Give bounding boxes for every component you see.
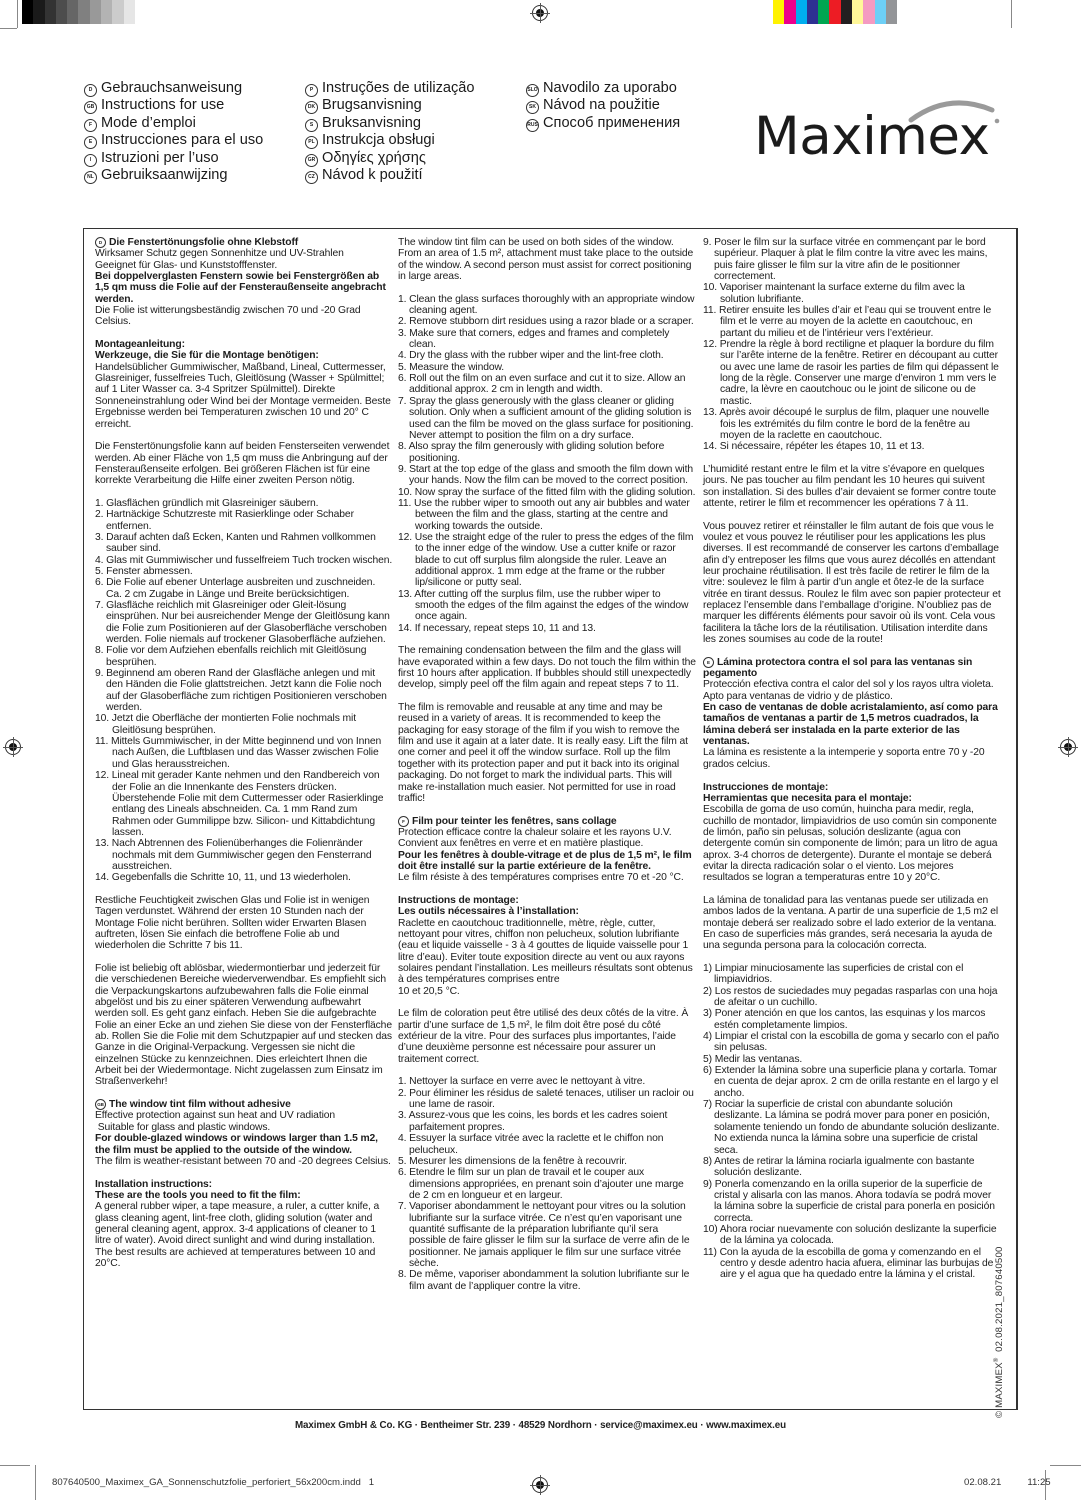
color-swatch	[67, 0, 78, 24]
language-badge-icon: D	[95, 237, 106, 248]
step-item: 4. Essuyer la surface vitrée avec la raclette et le chiffon non pelucheux.	[398, 1133, 664, 1156]
step-item: 6) Extender la lámina sobre una superficie plana y cortarla. Tomar en cuenta de dejar aprox. 2 cm de orilla restante en el largo y el ancho.	[703, 1065, 999, 1099]
language-badge-icon: F	[398, 816, 409, 827]
crop-mark	[1011, 0, 1012, 28]
language-badge-icon: DK	[305, 101, 318, 114]
language-badge-icon: GR	[305, 154, 318, 167]
de-mont-title: Montageanleitung:	[95, 339, 185, 351]
step-item: 10. Now spray the surface of the fitted film with the gliding solution.	[398, 486, 696, 498]
es-intro-2: Apto para ventanas de vidrio y de plástico.	[703, 690, 893, 702]
en-intro-1: Effective protection against sun heat and UV radiation	[95, 1110, 336, 1122]
step-item: 10. Jetzt die Oberfläche der montierten Folie nochmals mit Gleitlösung besprühen.	[95, 713, 356, 736]
section-title-en: GB The window tint film without adhesive	[95, 1099, 393, 1110]
es-weather: La lámina es resistente a la intemperie y soporta entre 70 y -20 grados celcius.	[703, 747, 985, 770]
fr-tools-title: Les outils nécessaires à l’installation:	[398, 906, 579, 918]
color-swatch	[45, 0, 56, 24]
language-label: Návod na použitie	[543, 97, 660, 114]
crop-mark	[0, 1465, 30, 1466]
step-item: 9. Start at the top edge of the glass and smooth the film down with your hands. Now the film can be moved to the correct position.	[398, 463, 693, 487]
step-item: 12. Prendre la règle à bord rectiligne et plaquer la bordure du film sur l’arête interne de la fenêtre. Retirer en découpant au cutter ou avec une lame de rasoir les parties de film qui dépassent le long de la règle. Conserver une marge d’environ 1 mm vers le cadre, la lèvre en caoutchouc ou le joint de silicone ou de mastic.	[703, 339, 999, 407]
language-item	[84, 150, 263, 167]
step-item: 10) Ahora rociar nuevamente con solución deslizante la superficie de la lámina ya colocada.	[703, 1223, 997, 1247]
step-item: 2) Los restos de suciedades muy pegadas rasparlas con una hoja de afeitar o un cuchillo.	[703, 985, 998, 1009]
step-item: 13. Nach Abtrennen des Folienüberhanges die Folienränder nochmals mit dem Gummiwischer gegen den Fensterrand ausstreichen.	[95, 838, 372, 872]
language-badge-icon: GB	[95, 1099, 106, 1110]
en-tools: A general rubber wiper, a tape measure, a ruler, a cutter knife, a glass cleaning agent, lint-free cloth, gliding solution (water and general cleaning agent, approx. 3-4 applications of cleaner to 1 litre of water). Avoid direct sunlight and wind during installation. The best results are achieved at temperatures between 10 and 20°C.	[95, 1201, 380, 1269]
registration-mark-icon	[1060, 739, 1076, 755]
language-label: Mode d’emploi	[101, 114, 196, 131]
crop-mark	[17, 0, 18, 28]
de-intro-2: Geeignet für Glas- und Kunststofffenster.	[95, 259, 278, 271]
step-item: 8) Antes de retirar la lámina rociarla igualmente con bastante solución deslizante.	[703, 1155, 975, 1179]
language-badge-icon: P	[305, 84, 318, 97]
step-item: 2. Pour éliminer les résidus de saleté tenaces, utiliser un racloir ou une lame de rasoir.	[398, 1087, 694, 1111]
en-tools-title: These are the tools you need to fit the film:	[95, 1189, 301, 1201]
es-tools: Escobilla de goma de uso común, huincha para medir, regla, cuchillo de montador, limpiavidrios de uso común sin componente de limón, paño sin pelusas, solución deslizante (agua con detergente común sin componente de limón; para un litro de agua aprox. 3-4 chorros de detergente). Durante el montaje se deberá evitar la directa radicación solar o el viento. Los mejores resultados se logran a temperaturas entre 10 y 20°C.	[703, 804, 998, 884]
color-swatch	[124, 0, 135, 24]
step-item: 1. Clean the glass surfaces thoroughly with an appropriate window cleaning agent.	[398, 293, 695, 317]
language-list-2	[305, 80, 475, 184]
step-item: 13. Après avoir découpé le surplus de film, plaquer une nouvelle fois les extrémités du film contre le bord de la fenêtre au moyen de la raclette en caoutchouc.	[703, 407, 990, 441]
color-swatch	[56, 0, 67, 24]
step-item: 5. Fenster abmessen.	[95, 565, 193, 577]
language-badge-icon: RUS	[526, 119, 539, 132]
section-title-de: D Die Fenstertönungsfolie ohne Klebstoff	[95, 237, 393, 248]
print-slug-datetime: 02.08.21 11:25	[964, 1477, 1051, 1488]
en-sides: The window tint film can be used on both sides of the window. From an area of 1.5 m², attachment must take place to the outside of the window. A second person must assist for correct positioning in large areas.	[398, 237, 694, 283]
step-item: 6. Roll out the film on an even surface and cut it to size. Allow an additional approx. 2 cm in length and width.	[398, 373, 686, 396]
en-bold-note: For double-glazed windows or windows larger than 1.5 m2, the film must be applied to the outside of the window.	[95, 1133, 378, 1156]
step-item: 11. Retirer ensuite les bulles d’air et l’eau qui se trouvent entre le film et le verre au moyen de la aclette en caoutchouc, en partant du milieu et de l’intérieur vers l’extérieur.	[703, 305, 992, 339]
maximex-logo	[754, 96, 1004, 168]
color-swatch	[90, 0, 101, 24]
de-steps	[95, 498, 393, 884]
step-item: 5) Medir las ventanas.	[703, 1053, 803, 1065]
language-item	[305, 150, 475, 167]
language-label: Gebrauchsanweisung	[101, 80, 243, 96]
de-intro-1: Wirksamer Schutz gegen Sonnenhitze und UV-Strahlen	[95, 248, 344, 260]
language-item	[305, 167, 475, 184]
step-item: 5. Mesurer les dimensions de la fenêtre à recouvrir.	[398, 1155, 627, 1167]
language-label: Bruksanvisning	[322, 114, 421, 131]
language-label: Brugsanvisning	[322, 97, 422, 114]
color-swatch	[112, 0, 123, 24]
language-item	[526, 97, 680, 114]
step-item: 11. Use the rubber wiper to smooth out any air bubbles and water between the film and the glass, starting at the centre and working towards the outside.	[398, 497, 690, 532]
es-tools-title: Herramientas que necesita para el montaje:	[703, 792, 912, 804]
crop-mark	[35, 1465, 36, 1500]
language-item	[526, 115, 680, 132]
language-badge-icon: CZ	[305, 171, 318, 184]
language-badge-icon: I	[84, 154, 97, 167]
cmyk-color-bar	[773, 0, 897, 24]
step-item: 7. Spray the glass generously with the glass cleaner or gliding solution. Only when a sufficient amount of the gliding solution is used can the film be moved on the glass surface for positioning. Never attempt to position the film on a dry surface.	[398, 395, 694, 441]
step-item: 7) Rociar la superficie de cristal con abundante solución deslizante. La lámina se podrá mover para poner en posición, solamente teniendo un fondo de abundante solución deslizante. No extienda nunca la lámina sobre una superficie de cristal seca.	[703, 1099, 1000, 1156]
fr-sides: Le film de coloration peut être utilisé des deux côtés de la vitre. À partir d’une surface de 1,5 m², le film doit être posé du côté extérieur de la vitre. Pour des surfaces plus importantes, l’aide d’une deuxième personne est nécessaire pour assurer un traitement correct.	[398, 1008, 689, 1065]
language-label: Gebruiksaanwijzing	[101, 167, 228, 184]
crop-mark	[1050, 1465, 1081, 1466]
fr-tools-end: 10 et 20,5 °C.	[398, 985, 460, 997]
step-item: 13. After cutting off the surplus film, use the rubber wiper to smooth the edges of the film against the edges of the window once again.	[398, 588, 689, 623]
language-label: Návod k použití	[322, 167, 423, 184]
color-swatch	[818, 0, 829, 24]
color-swatch	[135, 0, 146, 24]
step-item: 12. Lineal mit gerader Kante nehmen und den Randbereich von der Folie an die Innenkante des Fensters drücken. Überstehende Folie mit dem Cuttermesser oder Rasierklinge entlang des Lineals abschneiden. Ca. 1 mm Rand zum Rahmen oder Gummilippe bzw. Silicon- und Kittabdichtung lassen.	[95, 770, 384, 838]
color-swatch	[863, 0, 874, 24]
step-item: 14. Gegebenfalls die Schritte 10, 11, und 13 wiederholen.	[95, 872, 351, 884]
fr-moisture: L’humidité restant entre le film et la vitre s’évapore en quelques jours. Ne pas toucher au film pendant les 10 heures qui suivent son installation. Si des bulles d’air devaient se former contre toute attente, retirer le film et recommencer les opérations 7 à 11.	[703, 463, 997, 509]
language-label: Istruzioni per l’uso	[101, 149, 219, 166]
en-reuse: The film is removable and reusable at any time and may be reused in a variety of areas. It is recommended to keep the packaging for easy storage of the film if you wish to remove the film and use it again at a later date. It is really easy. Lift the film at one corner and peel it off the window surface. Roll up the film together with its protection paper and put it back into its original packaging. Do not forget to mark the individual parts. This will make re-installation much easier. Not permitted for use in road traffic!	[398, 702, 688, 804]
color-swatch	[841, 0, 852, 24]
color-swatch	[875, 0, 886, 24]
fr-weather: Le film résiste à des températures comprises entre 70 et -20 °C.	[398, 872, 684, 884]
fr-mont-title: Instructions de montage:	[398, 894, 519, 906]
color-swatch	[807, 0, 818, 24]
language-badge-icon: E	[703, 657, 714, 668]
logo-text: Maximex	[754, 106, 990, 167]
language-badge-icon: E	[84, 136, 97, 149]
fr-tools: Raclette en caoutchouc traditionnelle, mètre, règle, cutter, nettoyant pour vitres, chiffon non pelucheux, solution lubrifiante (eau et liquide vaisselle - 3 à 4 gouttes de liquide vaisselle pour 1 litre d’eau). Eviter toute exposition directe au vent ou aux rayons solaires pendant l’installation. Les meilleurs résultats sont obtenus à des températures comprises entre	[398, 917, 693, 986]
step-item: 14. If necessary, repeat steps 10, 11 and 13.	[398, 622, 596, 634]
es-bold-note: En caso de ventanas de doble acristalamiento, así como para tamaños de ventanas a partir de 1,5 metros cuadrados, la lámina deberá ser instalada en la parte exterior de las ventanas.	[703, 702, 998, 748]
de-reuse: Folie ist beliebig oft ablösbar, wiedermontierbar und jederzeit für die verschiedenen Bereiche wiederverwendbar. Es empfiehlt sich die Verpackungskartons aufzubewahren falls die Folie einmal abgelöst und bis zu einer späteren Verwendung aufbewahrt werden soll. Es geht ganz einfach. Heben Sie die aufgebrachte Folie an einer Ecke an und ziehen Sie diese von der Fensterfläche ab. Rollen Sie die Folie mit dem Schutzpapier auf und stecken das Ganze in die Original-Verpackung. Vergessen sie nicht die einzelnen Stücke zu kennzeichnen. Dies erleichtert Ihnen die Arbeit bei der Wiedermontage. Nicht zugelassen zum Einsatz im Straßenverkehr!	[95, 963, 392, 1088]
de-tools-title: Werkzeuge, die Sie für die Montage benötigen:	[95, 350, 319, 362]
column-2	[398, 237, 696, 1292]
print-slug-file: 807640500_Maximex_GA_Sonnenschutzfolie_perforiert_56x200cm.indd 1	[52, 1477, 375, 1488]
de-bold-note: Bei doppelverglasten Fenstern sowie bei Fenstergrößen ab 1,5 qm muss die Folie auf der Fensteraußenseite angebracht werden.	[95, 271, 386, 305]
language-item	[84, 115, 263, 132]
color-swatch	[78, 0, 89, 24]
language-label: Способ применения	[543, 114, 681, 131]
language-badge-icon: GB	[84, 101, 97, 114]
step-item: 10. Vaporiser maintenant la surface externe du film avec la solution lubrifiante.	[703, 282, 965, 305]
es-intro-1: Protección efectiva contra el calor del sol y los rayos ultra violeta.	[703, 679, 994, 691]
step-item: 5. Measure the window.	[398, 361, 505, 373]
step-item: 1) Limpiar minuciosamente las superficies de cristal con el limpiavidrios.	[703, 963, 964, 986]
step-item: 12. Use the straight edge of the ruler to press the edges of the film to the inner edge of the window. Use a cutter knife or razor blade to cut off surplus film alongside the ruler. Leave an additional approx. 1 mm edge at the frame or the rubber lip/silicone or putty seal.	[398, 531, 694, 589]
language-label: Instrucciones para el uso	[101, 132, 264, 149]
language-item	[84, 167, 263, 184]
language-item	[305, 97, 475, 114]
section-title-fr: F Film pour teinter les fenêtres, sans collage	[398, 816, 696, 827]
en-moisture: The remaining condensation between the film and the glass will have evaporated within a few days. Do not touch the film within the first 10 hours after application. If bubbles should still unexpectedly develop, simply peel off the film again and repeat steps 7 to 11.	[398, 645, 696, 691]
step-item: 6. Die Folie auf ebener Unterlage ausbreiten und zuschneiden. Ca. 2 cm Zugabe in Länge und Breite berücksichtigen.	[95, 577, 376, 600]
language-badge-icon: SK	[526, 101, 539, 114]
de-tools: Handelsüblicher Gummiwischer, Maßband, Lineal, Cuttermesser, Glasreiniger, fusselfreies Tuch, Gleitlösung (Wasser + Spülmittel; auf 1 Liter Wasser ca. 3-4 Spritzer Spülmittel). Direkte Sonneneinstrahlung oder Wind bei der Montage vermeiden. Beste Ergebnisse werden bei Temperaturen zwischen 10 und 20° C erreicht.	[95, 361, 391, 430]
language-badge-icon: F	[84, 119, 97, 132]
color-swatch	[852, 0, 863, 24]
en-steps	[398, 294, 696, 634]
step-item: 7. Vaporiser abondamment le nettoyant pour vitres ou la solution lubrifiante sur la surface vitrée. Ce n’est qu’en vaporisant une quantité suffisante de la préparation lubrifiante qu’il sera possible de faire glisser le film sur la surface de verre afin de le positionner. Ne jamais appliquer le film sur une surface vitrée sèche.	[398, 1201, 690, 1269]
language-label: Instrukcja obsługi	[322, 132, 435, 149]
step-item: 9. Poser le film sur la surface vitrée en commençant par le bord supérieur. Plaquer à plat le film contre la vitre avec les mains, puis faire glisser le film sur la vitre afin de le positionner correctement.	[703, 237, 988, 283]
language-badge-icon: S	[305, 119, 318, 132]
language-label: Instructions for use	[101, 97, 225, 114]
step-item: 3. Darauf achten daß Ecken, Kanten und Rahmen vollkommen sauber sind.	[95, 531, 376, 555]
language-badge-icon: D	[84, 84, 97, 97]
language-label: Navodilo za uporabo	[543, 80, 677, 96]
language-badge-icon: PL	[305, 136, 318, 149]
language-item	[526, 80, 680, 97]
color-swatch	[784, 0, 795, 24]
fr-steps-b	[703, 237, 1001, 453]
color-swatch	[886, 0, 897, 24]
step-item: 8. De même, vaporiser abondamment la solution lubrifiante sur le film avant de l’appliquer contre la vitre.	[398, 1269, 690, 1292]
registration-mark-icon	[532, 5, 548, 21]
copyright-note: © MAXIMEX® 02.08.2021_807640500	[994, 1246, 1006, 1418]
en-weather: The film is weather-resistant between 70 and -20 degrees Celsius.	[95, 1155, 391, 1167]
color-swatch	[829, 0, 840, 24]
es-steps	[703, 963, 1001, 1281]
registration-mark-icon	[532, 1477, 548, 1493]
section-title-es: E Lámina protectora contra el sol para las ventanas sin pegamento	[703, 656, 973, 680]
es-sides: La lámina de tonalidad para las ventanas puede ser utilizada en ambos lados de la ventana. A partir de una superficie de 1,5 m2 el montaje deberá ser realizado sobre el lado exterior de la ventana. En caso de superficies más grandes, será necesaria la ayuda de una segunda persona para la colocación correcta.	[703, 894, 999, 952]
grayscale-color-bar	[22, 0, 146, 24]
language-badge-icon: SLO	[526, 84, 539, 97]
de-moisture: Restliche Feuchtigkeit zwischen Glas und Folie ist in wenigen Tagen verdunstet. Während der ersten 10 Stunden nach der Montage Folie nicht berühren. Sollten wider Erwarten Blasen auftreten, lösen Sie einfach die betroffene Folie ab und wiederholen die Schritte 7 bis 11.	[95, 894, 370, 952]
color-swatch	[22, 0, 33, 24]
de-sides: Die Fenstertönungsfolie kann auf beiden Fensterseiten verwendet werden. Ab einer Fläche von 1,5 qm muss die Anbringung auf der Fensteraußenseite erfolgen. Bei größeren Flächen ist für eine korrekte Verarbeitung die Hilfe einer zweiten Person nötig.	[95, 441, 390, 487]
step-item: 11. Mittels Gummiwischer, in der Mitte beginnend und von Innen nach Außen, die Luftblasen und das Wasser zwischen Folie und Glas herausstreichen.	[95, 736, 382, 770]
fr-reuse: Vous pouvez retirer et réinstaller le film autant de fois que vous le voulez et vous pouvez le réutiliser pour les applications les plus diverses. Il est recommandé de conserver les cartons d’emballage afin d’y entreposer les films que vous aurez décollés en attendant leur prochaine réutilisation. Il est très facile de retirer le film de la vitre: soulevez le film à partir d’un angle et ôtez-le de la surface vitrée en tirant dessus. Roulez le film avec son papier protecteur et replacez l’ensemble dans l’emballage d’origine. N’oubliez pas de marquer les différents éléments pour savoir où ils vont. Cela vous facilitera la tâche lors de la réutilisation. Utilisation interdite dans les zones soumises au code de la route!	[703, 520, 1001, 646]
company-footer: Maximex GmbH & Co. KG · Bentheimer Str. 239 · 48529 Nordhorn · service@maximex.eu · www.maximex.eu	[294, 1420, 787, 1431]
step-item: 4. Glas mit Gummiwischer und fusselfreiem Tuch trocken wischen.	[95, 554, 393, 566]
fr-steps-a	[398, 1076, 696, 1292]
color-swatch	[796, 0, 807, 24]
color-swatch	[101, 0, 112, 24]
language-item	[305, 132, 475, 149]
language-item	[305, 80, 475, 97]
step-item: 1. Nettoyer la surface en verre avec le nettoyant à vitre.	[398, 1076, 646, 1088]
step-item: 14. Si nécessaire, répéter les étapes 10, 11 et 13.	[703, 441, 925, 453]
en-mont-title: Installation instructions:	[95, 1178, 212, 1190]
step-item: 4. Dry the glass with the rubber wiper and the lint-free cloth.	[398, 350, 664, 362]
column-1	[95, 237, 393, 1269]
step-item: 8. Folie vor dem Aufziehen ebenfalls reichlich mit Gleitlösung besprühen.	[95, 645, 367, 668]
fr-intro-1: Protection efficace contre la chaleur solaire et les rayons U.V.	[398, 826, 672, 838]
step-item: 1. Glasflächen gründlich mit Glasreiniger säubern.	[95, 497, 319, 509]
step-item: 8. Also spray the film generously with gliding solution before positioning.	[398, 441, 665, 464]
step-item: 2. Hartnäckige Schutzreste mit Rasierklinge oder Schaber entfernen.	[95, 509, 354, 532]
de-weather: Die Folie ist witterungsbeständig zwischen 70 und -20 Grad Celsius.	[95, 305, 361, 328]
crop-mark	[0, 28, 17, 29]
language-list-1	[84, 80, 263, 184]
en-intro-2: Suitable for glass and plastic windows.	[95, 1121, 271, 1133]
step-item: 7. Glasfläche reichlich mit Glasreiniger oder Gleit-lösung einsprühen. Nur bei ausreichender Menge der Gleitlösung kann die Folie zum Positionieren auf der Glasoberfläche verschoben werden. Folie niemals auf trockener Glasoberfläche aufziehen.	[95, 600, 390, 646]
step-item: 9) Ponerla comenzando en la orilla superior de la superficie de cristal y alisarla con las manos. Ahora todavía se podrá mover la lámina sobre la superficie de cristal para ponerla en posición correcta.	[703, 1178, 995, 1224]
step-item: 2. Remove stubborn dirt residues using a razor blade or a scraper.	[398, 316, 694, 328]
step-item: 4) Limpiar el cristal con la escobilla de goma y secarlo con el paño sin pelusas.	[703, 1031, 999, 1054]
step-item: 11) Con la ayuda de la escobilla de goma y comenzando en el centro y desde adentro hacia afuera, eliminar las burbujas de aire y el agua que ha quedado entre la lámina y el cristal.	[703, 1246, 994, 1281]
language-item	[84, 132, 263, 149]
fr-intro-2: Convient aux fenêtres en verre et en matière plastique.	[398, 838, 644, 850]
language-item	[84, 97, 263, 114]
color-swatch	[33, 0, 44, 24]
language-item	[84, 80, 263, 97]
language-list-3	[526, 80, 680, 132]
step-item: 3. Assurez-vous que les coins, les bords et les cadres soient parfaitement propres.	[398, 1110, 668, 1133]
es-mont-title: Instrucciones de montaje:	[703, 781, 829, 793]
step-item: 9. Beginnend am oberen Rand der Glasfläche anlegen und mit den Händen die Folie glattstreichen. Jetzt kann die Folie noch auf der Glasoberfläche zum richtigen Positionieren verschoben werden.	[95, 668, 387, 714]
registration-mark-icon	[5, 739, 21, 755]
color-swatch	[773, 0, 784, 24]
language-label: Οδηγίες χρήσης	[322, 149, 426, 166]
language-label: Instruções de utilização	[322, 80, 475, 96]
column-3	[703, 237, 1001, 1281]
step-item: 6. Etendre le film sur un plan de travail et le couper aux dimensions appropriées, en prenant soin d’ajouter une marge de 2 cm en longueur et en largeur.	[398, 1167, 684, 1201]
step-item: 3) Poner atención en que los cantos, las esquinas y los marcos estén completamente limpios.	[703, 1008, 986, 1031]
language-item	[305, 115, 475, 132]
language-badge-icon: NL	[84, 171, 97, 184]
fr-bold-note: Pour les fenêtres à double-vitrage et de plus de 1,5 m², le film doit être installé sur la partie extérieure de la fenêtre.	[398, 849, 692, 872]
step-item: 3. Make sure that corners, edges and frames and completely clean.	[398, 327, 670, 351]
